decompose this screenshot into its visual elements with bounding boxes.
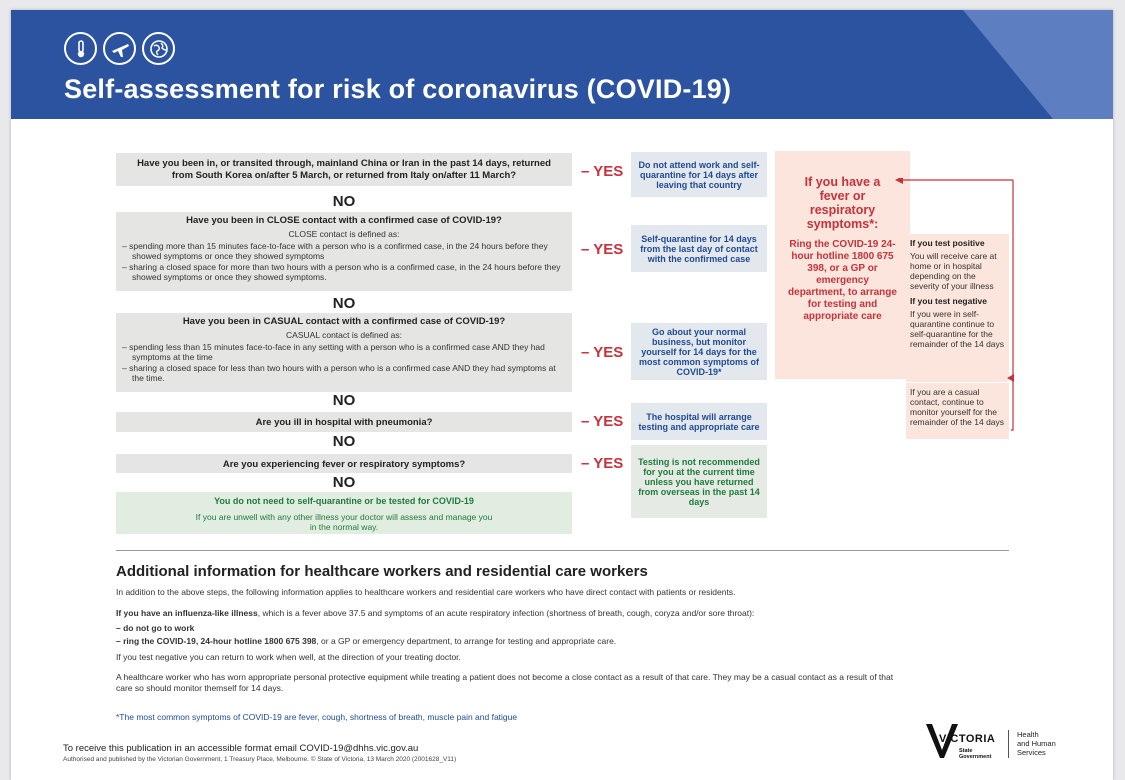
mid-arrowhead xyxy=(1007,374,1014,382)
no-label-4: NO xyxy=(332,433,356,450)
department-line-2: and Human xyxy=(1017,739,1056,748)
top-arrowhead xyxy=(895,178,903,184)
question-3-list xyxy=(116,342,572,383)
loop-line xyxy=(1011,180,1013,430)
question-2-list xyxy=(116,241,572,282)
positive-text: You will receive care at home or in hospital depending on the severity of your illness xyxy=(910,251,997,291)
question-4 xyxy=(116,412,572,432)
victoria-wordmark: VICTORIA xyxy=(939,733,996,745)
additional-intro: In addition to the above steps, the following information applies to healthcare workers and residential care workers who have direct contact with patients or residents. xyxy=(116,587,736,597)
no-label-5: NO xyxy=(332,474,356,491)
authorised-text: Authorised and published by the Victorian Government, 1 Treasury Place, Melbourne. © State of Victoria, 13 March 2020 (2001628_V11) xyxy=(63,756,457,763)
airplane-icon xyxy=(103,32,136,65)
no-label-3: NO xyxy=(332,392,356,409)
department-name xyxy=(1017,730,1056,757)
bullet-hotline xyxy=(116,636,1009,647)
question-1-text: Have you been in, or transited through, mainland China or Iran in the past 14 days, returned from South Korea on/after 5 March, or returned from Italy on/after 11 March? xyxy=(137,158,551,181)
question-3 xyxy=(116,313,572,392)
question-3-definition: CASUAL contact is defined as: xyxy=(286,330,402,340)
casual-contact-text: If you are a casual contact, continue to monitor yourself for the remainder of the 14 days xyxy=(910,387,1005,427)
state-label: State xyxy=(959,748,973,754)
accessible-format-text: To receive this publication in an accessible format email COVID-19@dhhs.vic.gov.au xyxy=(63,743,419,754)
question-3-bullet-1: – spending less than 15 minutes face-to-face in any setting with a person who is a confirmed case AND they had symptoms at the time xyxy=(122,342,545,362)
question-2-bullet-1: – spending more than 15 minutes face-to-face with a person who is a confirmed case, in the 24 hours before they showed symptoms or once they showed symptoms xyxy=(122,241,548,261)
question-3-bullet-2: – sharing a closed space for less than two hours with a person who is a confirmed case AND they had symptoms at the time. xyxy=(122,363,556,383)
yes-label-5: – YES xyxy=(581,455,624,472)
fever-heading: If you have a fever or respiratory symptoms*: xyxy=(804,175,881,231)
question-2 xyxy=(116,212,572,291)
yes-label-1: – YES xyxy=(581,163,624,180)
symptoms-footnote: *The most common symptoms of COVID-19 are fever, cough, shortness of breath, muscle pain and fatigue xyxy=(116,712,518,722)
state-government-label xyxy=(959,748,991,760)
answer-1: Do not attend work and self-quarantine for 14 days after leaving that country xyxy=(631,152,767,197)
influenza-bold: If you have an influenza-like illness xyxy=(116,608,258,618)
answer-3: Go about your normal business, but monitor yourself for 14 days for the most common symptoms of COVID-19* xyxy=(631,323,767,380)
positive-heading: If you test positive xyxy=(910,238,985,248)
answer-5: Testing is not recommended for you at the current time unless you have returned from overseas in the past 14 days xyxy=(631,445,767,518)
influenza-paragraph xyxy=(116,608,1009,619)
negative-text: If you were in self-quarantine continue to self-quarantine for the remainder of the 14 days xyxy=(910,309,1005,349)
hotline-bold: – ring the COVID-19, 24-hour hotline 1800 675 398 xyxy=(116,636,317,646)
question-1 xyxy=(116,153,572,186)
question-2-definition: CLOSE contact is defined as: xyxy=(288,229,400,239)
banner-stripe xyxy=(963,10,1113,119)
department-line-3: Services xyxy=(1017,748,1046,757)
poster xyxy=(11,10,1113,780)
fever-instructions: Ring the COVID-19 24-hour hotline 1800 675 398, or a GP or emergency department, to arrange for testing and appropriate care xyxy=(788,239,897,322)
question-4-text: Are you ill in hospital with pneumonia? xyxy=(255,417,433,428)
page-title: Self-assessment for risk of coronavirus (COVID-19) xyxy=(64,74,732,104)
additional-heading: Additional information for healthcare workers and residential care workers xyxy=(116,563,648,580)
question-5-text: Are you experiencing fever or respiratory symptoms? xyxy=(222,459,466,470)
negative-heading: If you test negative xyxy=(910,296,987,306)
no-label-2: NO xyxy=(332,295,356,312)
negative-return-text: If you test negative you can return to work when well, at the direction of your treating doctor. xyxy=(116,652,461,662)
thermometer-icon xyxy=(64,32,97,65)
final-outcome xyxy=(116,492,572,534)
influenza-rest: , which is a fever above 37.5 and symptoms of an acute respiratory infection (shortness of breath, cough, coryza and/or sore throat): xyxy=(257,608,755,618)
yes-label-4: – YES xyxy=(581,413,624,430)
question-3-heading: Have you been in CASUAL contact with a confirmed case of COVID-19? xyxy=(182,316,506,327)
answer-2: Self-quarantine for 14 days from the last day of contact with the confirmed case xyxy=(631,225,767,272)
final-outcome-heading: You do not need to self-quarantine or be tested for COVID-19 xyxy=(214,496,474,506)
final-outcome-text: If you are unwell with any other illness your doctor will assess and manage you in the normal way. xyxy=(195,512,493,532)
flow-arrows xyxy=(881,178,1021,438)
divider xyxy=(116,550,1009,551)
department-line-1: Health xyxy=(1017,730,1039,739)
bullet-no-work: – do not go to work xyxy=(116,623,195,633)
yes-label-3: – YES xyxy=(581,344,624,361)
logo-divider xyxy=(1008,730,1009,758)
answer-4: The hospital will arrange testing and appropriate care xyxy=(631,403,767,440)
ppe-text: A healthcare worker who has worn appropriate personal protective equipment while treating a patient does not become a close contact as a result of that care. They may be a casual contact as a result of that care so should monitor themself for 14 days. xyxy=(116,672,894,693)
banner-icons xyxy=(64,32,175,65)
globe-icon xyxy=(142,32,175,65)
yes-label-2: – YES xyxy=(581,241,624,258)
no-label-1: NO xyxy=(332,193,356,210)
government-label: Government xyxy=(959,754,992,760)
question-5 xyxy=(116,454,572,473)
hotline-rest: , or a GP or emergency department, to arrange for testing and appropriate care. xyxy=(316,636,617,646)
banner xyxy=(11,10,1113,119)
question-2-bullet-2: – sharing a closed space for more than two hours with a person who is a confirmed case, in the 24 hours before they showed symptoms or once they showed symptoms. xyxy=(122,262,561,282)
question-2-heading: Have you been in CLOSE contact with a confirmed case of COVID-19? xyxy=(186,215,502,226)
